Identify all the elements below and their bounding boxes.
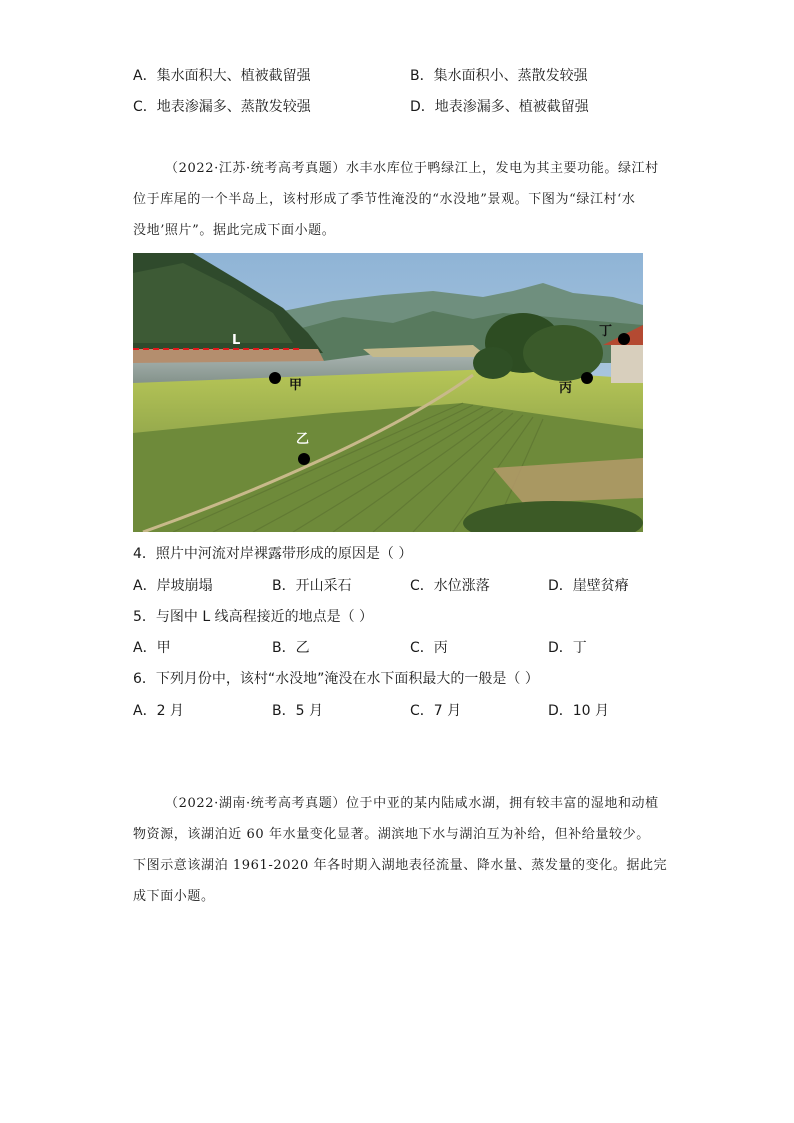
q5-option-c: C．丙	[410, 640, 448, 656]
q4-option-a: A．岸坡崩塌	[133, 578, 213, 594]
passage2-line1: （2022·湖南·统考高考真题）位于中亚的某内陆咸水湖，拥有较丰富的湿地和动植	[165, 796, 659, 811]
q4-option-d: D．崖壁贫瘠	[548, 578, 629, 594]
label-yi: 乙	[296, 432, 310, 447]
q5-option-b: B．乙	[272, 640, 310, 656]
passage2-line3: 下图示意该湖泊 1961-2020 年各时期入湖地表径流量、降水量、蒸发量的变化。据此完	[133, 858, 668, 873]
q4-option-b: B．开山采石	[272, 578, 352, 594]
point-jia	[269, 372, 281, 384]
label-jia: 甲	[289, 378, 303, 393]
point-bing	[581, 372, 593, 384]
passage1-line3: 没地’照片”。据此完成下面小题。	[133, 223, 336, 238]
q6-option-d: D．10 月	[548, 703, 610, 719]
point-yi	[298, 453, 310, 465]
q5-stem: 5．与图中 L 线高程接近的地点是（ ）	[133, 609, 374, 625]
q6-option-c: C．7 月	[410, 703, 462, 719]
passage2-line4: 成下面小题。	[133, 889, 215, 904]
option-d-prev: D．地表渗漏多、植被截留强	[410, 99, 589, 115]
option-c-prev: C．地表渗漏多、蒸散发较强	[133, 99, 311, 115]
passage1-line1: （2022·江苏·统考高考真题）水丰水库位于鸭绿江上，发电为其主要功能。绿江村	[165, 161, 659, 176]
passage1-line2: 位于库尾的一个半岛上，该村形成了季节性淹没的“水没地”景观。下图为“绿江村‘水	[133, 192, 636, 207]
village-photo	[133, 253, 643, 532]
q5-option-a: A．甲	[133, 640, 171, 656]
option-a-prev: A．集水面积大、植被截留强	[133, 68, 311, 84]
point-ding	[618, 333, 630, 345]
passage2-line2: 物资源，该湖泊近 60 年水量变化显著。湖滨地下水与湖泊互为补给，但补给量较少。	[133, 827, 650, 842]
q6-option-a: A．2 月	[133, 703, 184, 719]
q4-stem: 4．照片中河流对岸裸露带形成的原因是（ ）	[133, 546, 413, 562]
label-l: L	[232, 333, 241, 348]
q6-stem: 6．下列月份中，该村“水没地”淹没在水下面积最大的一般是（ ）	[133, 671, 539, 687]
q4-option-c: C．水位涨落	[410, 578, 490, 594]
label-ding: 丁	[599, 324, 613, 339]
q5-option-d: D．丁	[548, 640, 587, 656]
q6-option-b: B．5 月	[272, 703, 323, 719]
label-bing: 丙	[559, 381, 573, 396]
option-b-prev: B．集水面积小、蒸散发较强	[410, 68, 588, 84]
